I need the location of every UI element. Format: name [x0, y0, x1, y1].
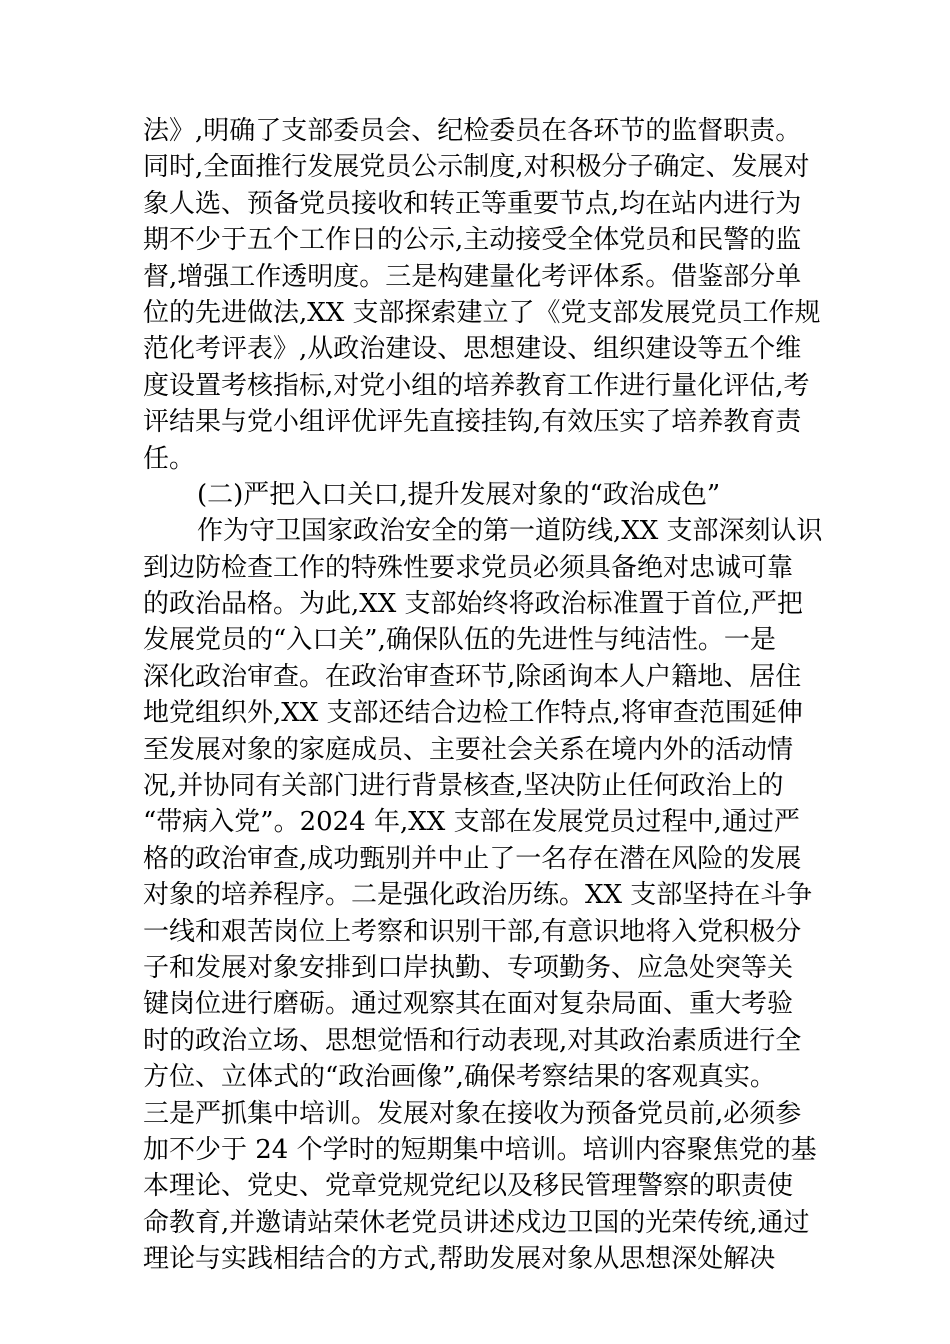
text-line: 子和发展对象安排到口岸执勤、专项勤务、应急处突等关	[143, 952, 794, 983]
text-line: 发展党员的“入口关”,确保队伍的先进性与纯洁性。一是	[143, 625, 776, 656]
text-line: 象人选、预备党员接收和转正等重要节点,均在站内进行为	[143, 188, 802, 219]
text-line: 至发展对象的家庭成员、主要社会关系在境内外的活动情	[143, 734, 794, 765]
text-line: 加不少于 24 个学时的短期集中培训。培训内容聚焦党的基	[143, 1134, 817, 1165]
text-line: “带病入党”。2024 年,XX 支部在发展党员过程中,通过严	[143, 807, 800, 838]
text-line: 本理论、党史、党章党规党纪以及移民管理警察的职责使	[143, 1171, 794, 1202]
text-line: 地党组织外,XX 支部还结合边检工作特点,将审查范围延伸	[143, 698, 803, 729]
text-line: 理论与实践相结合的方式,帮助发展对象从思想深处解决	[143, 1244, 776, 1275]
text-line: 任。	[143, 443, 196, 474]
text-line: 键岗位进行磨砺。通过观察其在面对复杂局面、重大考验	[143, 989, 794, 1020]
paragraph-body	[143, 513, 823, 1277]
text-line: 同时,全面推行发展党员公示制度,对积极分子确定、发展对	[143, 152, 810, 183]
text-line: 一线和艰苦岗位上考察和识别干部,有意识地将入党积极分	[143, 916, 802, 947]
text-line: 位的先进做法,XX 支部探索建立了《党支部发展党员工作规	[143, 297, 821, 328]
text-line: 深化政治审查。在政治审查环节,除函询本人户籍地、居住	[143, 661, 802, 692]
text-line: 三是严抓集中培训。发展对象在接收为预备党员前,必须参	[143, 1098, 802, 1129]
text-line: 时的政治立场、思想觉悟和行动表现,对其政治素质进行全	[143, 1025, 802, 1056]
section-heading	[143, 477, 808, 513]
text-line: 格的政治审查,成功甄别并中止了一名存在潜在风险的发展	[143, 843, 802, 874]
document-body	[143, 113, 823, 1278]
text-line: 评结果与党小组评优评先直接挂钩,有效压实了培养教育责	[143, 407, 802, 438]
paragraph-continuation	[143, 113, 821, 477]
text-line: 作为守卫国家政治安全的第一道防线,XX 支部深刻认识	[197, 516, 823, 547]
text-line: 范化考评表》,从政治建设、思想建设、组织建设等五个维	[143, 334, 802, 365]
section-heading-text: (二)严把入口关口,提升发展对象的“政治成色”	[197, 479, 721, 510]
text-line: 况,并协同有关部门进行背景核查,坚决防止任何政治上的	[143, 771, 784, 802]
text-line: 期不少于五个工作日的公示,主动接受全体党员和民警的监	[143, 225, 802, 256]
text-line: 命教育,并邀请站荣休老党员讲述戍边卫国的光荣传统,通过	[143, 1207, 810, 1238]
text-line: 法》,明确了支部委员会、纪检委员在各环节的监督职责。	[143, 116, 802, 146]
text-line: 对象的培养程序。二是强化政治历练。XX 支部坚持在斗争	[143, 880, 813, 911]
text-line: 到边防检查工作的特殊性要求党员必须具备绝对忠诚可靠	[143, 552, 794, 583]
text-line: 度设置考核指标,对党小组的培养教育工作进行量化评估,考	[143, 370, 810, 401]
text-line: 督,增强工作透明度。三是构建量化考评体系。借鉴部分单	[143, 261, 802, 292]
text-line: 的政治品格。为此,XX 支部始终将政治标准置于首位,严把	[143, 589, 803, 620]
text-line: 方位、立体式的“政治画像”,确保考察结果的客观真实。	[143, 1062, 776, 1093]
